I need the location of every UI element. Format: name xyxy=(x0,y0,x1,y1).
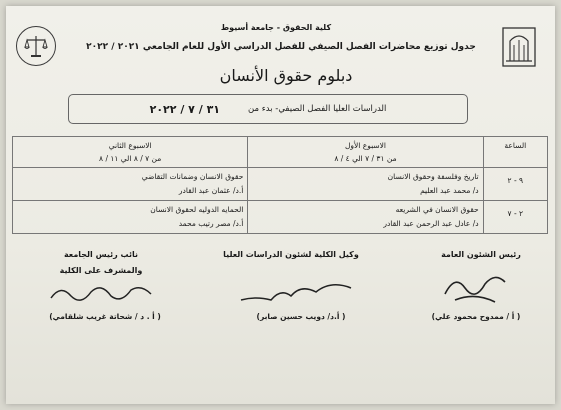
subject: الحمايه الدوليه لحقوق الانسان xyxy=(150,205,244,214)
week2-header-cell xyxy=(13,137,248,168)
hour-value: ٩ - ٢ xyxy=(507,176,524,185)
week1-range: من ٣١ / ٧ الي ٤ / ٨ xyxy=(334,154,397,163)
faculty-name: كلية الحقوق - جامعة أسيوط xyxy=(220,23,332,32)
start-text: الدراسات العليا الفصل الصيفي- بدء من xyxy=(248,104,387,114)
graduate-vice-dean-title: وكيل الكلية لشئون الدراسات العليا xyxy=(223,250,359,259)
teacher: أ.د/ عثمان عبد القادر xyxy=(178,186,244,195)
hour-header-cell xyxy=(483,137,547,168)
graduate-vice-dean-name: ( أ.د/ دويب حسين صابر) xyxy=(256,312,346,321)
table-row xyxy=(13,201,548,234)
week1-cell xyxy=(248,168,483,201)
schedule-title: جدول توزيع محاضرات الفصل الصيفي للفصل الدراسي الأول للعام الجامعي ٢٠٢١ / ٢٠٢٢ xyxy=(86,42,476,52)
subject: حقوق الانسان وضمانات التقاضي xyxy=(141,172,244,181)
table-header-row xyxy=(13,137,548,168)
hour-cell xyxy=(483,168,547,201)
teacher: د/ محمد عبد العليم xyxy=(420,186,479,195)
signature-left xyxy=(46,276,156,310)
teacher: أ.د/ مصر رتيب محمد xyxy=(178,219,244,228)
week1-header-cell xyxy=(248,137,483,168)
week2-cell xyxy=(13,168,248,201)
week1-cell xyxy=(248,201,483,234)
start-date-box xyxy=(68,94,468,124)
teacher: د/ عادل عبد الرحمن عبد القادر xyxy=(383,219,479,228)
diploma-title: دبلوم حقوق الأنسان xyxy=(219,66,353,85)
schedule-table xyxy=(12,136,548,234)
signature-right xyxy=(435,264,515,310)
scales-logo-icon xyxy=(16,26,56,66)
hour-value: ٢ - ٧ xyxy=(507,209,524,218)
university-vp-name: ( أ . د / شحاتة غريب شلقامي) xyxy=(49,312,161,321)
faculty-supervisor-title: والمشرف على الكلية xyxy=(59,266,143,275)
subject: تاريخ وفلسفة وحقوق الانسان xyxy=(387,172,479,181)
public-affairs-title: رئيس الشئون العامة xyxy=(441,250,521,259)
university-logo-icon xyxy=(499,24,539,70)
week2-range: من ٧ / ٨ الي ١١ / ٨ xyxy=(99,154,162,163)
public-affairs-name: ( أ / ممدوح محمود علي) xyxy=(431,312,521,321)
hour-header: الساعة xyxy=(504,141,527,150)
document-page xyxy=(6,6,555,404)
signature-middle xyxy=(236,270,356,310)
university-vp-title: نائب رئيس الجامعة xyxy=(63,250,139,259)
table-row xyxy=(13,168,548,201)
week1-header: الاسبوع الأول xyxy=(344,141,387,150)
hour-cell xyxy=(483,201,547,234)
week2-header: الاسبوع الثاني xyxy=(108,141,152,150)
week2-cell xyxy=(13,201,248,234)
subject: حقوق الانسان في الشريعه xyxy=(395,205,479,214)
start-date: ٣١ / ٧ / ٢٠٢٢ xyxy=(149,102,221,116)
